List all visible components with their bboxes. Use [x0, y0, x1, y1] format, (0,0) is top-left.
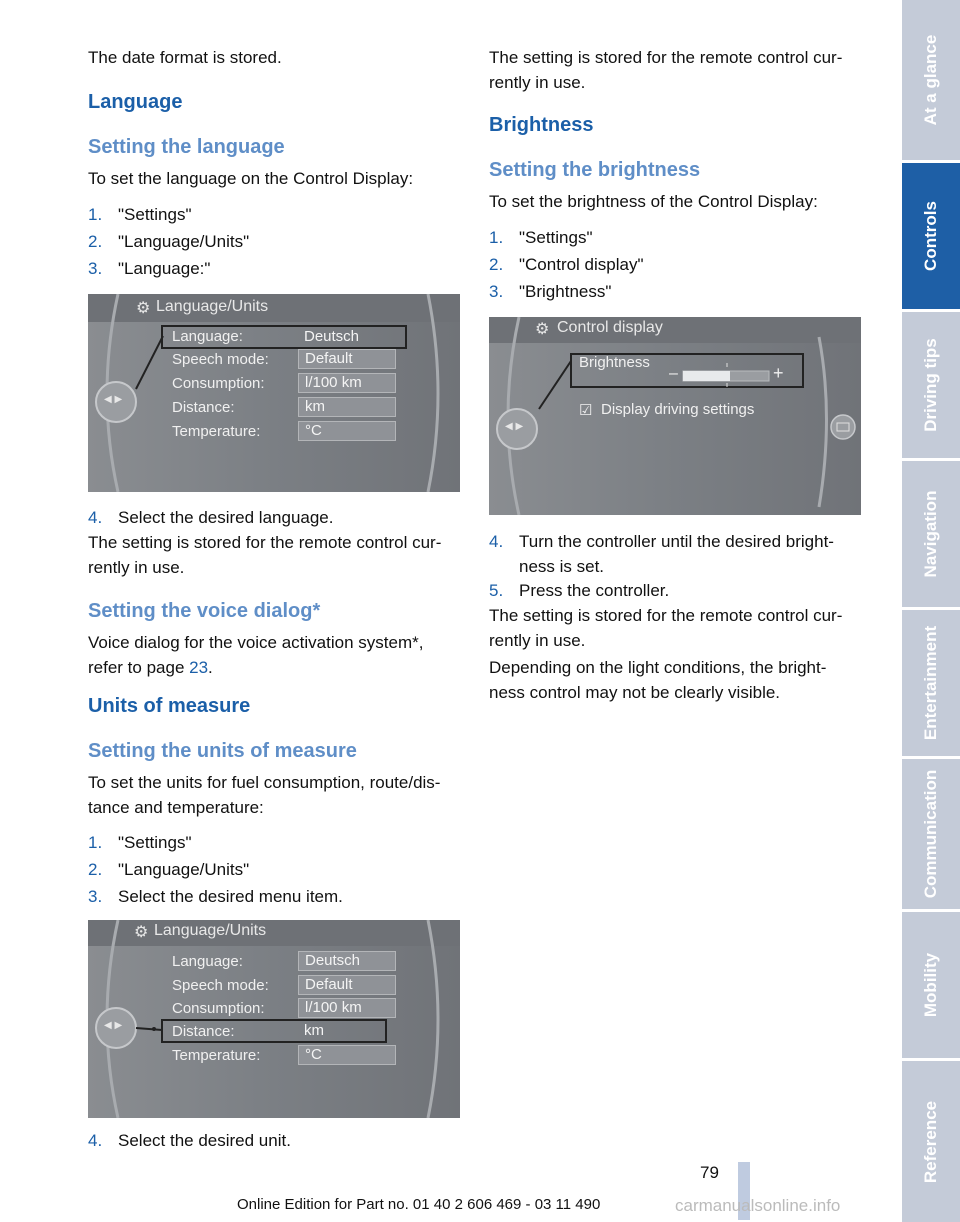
tab-communication[interactable]: Communication — [902, 759, 960, 909]
voice-dialog-heading: Setting the voice dialog* — [88, 600, 321, 622]
setting-language-text: To set the language on the Control Display: — [88, 169, 414, 188]
tab-navigation[interactable]: Navigation — [902, 461, 960, 607]
settings-icon: ⚙ — [136, 300, 151, 317]
stored-text: The setting is stored for the remote control cur-rently in use. — [489, 48, 843, 92]
edition-text: Online Edition for Part no. 01 40 2 606 469 - 03 11 490 — [237, 1196, 601, 1213]
settings-row: Speech mode: — [172, 977, 269, 994]
screen-title: Language/Units — [154, 922, 267, 939]
settings-row: Speech mode: — [172, 351, 269, 368]
controller-arrows-icon: ◀ ▶ — [505, 421, 524, 432]
brightness-heading: Brightness — [489, 114, 594, 136]
settings-row: Consumption: — [172, 375, 265, 392]
controller-arrows-icon: ◀ ▶ — [104, 394, 123, 405]
settings-icon: ⚙ — [535, 321, 550, 338]
brightness-minus: – — [669, 365, 678, 382]
settings-value: l/100 km — [298, 373, 396, 393]
tab-entertainment[interactable]: Entertainment — [902, 610, 960, 756]
settings-value: km — [298, 397, 396, 417]
chapter-tabs — [902, 0, 960, 1222]
settings-value: Deutsch — [298, 951, 396, 971]
settings-row: Distance: — [172, 399, 235, 416]
brightness-label: Brightness — [579, 354, 650, 371]
page-reference-link[interactable]: 23 — [189, 658, 209, 677]
settings-icon: ⚙ — [134, 924, 149, 941]
tab-mobility[interactable]: Mobility — [902, 912, 960, 1058]
setting-brightness-heading: Setting the brightness — [489, 159, 701, 181]
tab-at-a-glance[interactable]: At a glance — [902, 0, 960, 160]
settings-row: Distance: — [172, 1023, 235, 1040]
tab-driving-tips[interactable]: Driving tips — [902, 312, 960, 458]
settings-row: Language: — [172, 328, 243, 345]
watermark: carmanualsonline.info — [675, 1196, 841, 1215]
screen-title: Language/Units — [156, 298, 269, 315]
settings-value: °C — [298, 421, 396, 441]
setting-units-text: To set the units for fuel consumption, route/dis-tance and temperature: — [88, 773, 441, 817]
settings-row: Temperature: — [172, 423, 261, 440]
checkbox-icon: ☑ — [579, 402, 593, 419]
language-units-screenshot — [88, 294, 460, 492]
units-heading: Units of measure — [88, 695, 251, 717]
setting-units-heading: Setting the units of measure — [88, 740, 357, 762]
controller-arrows-icon: ◀ ▶ — [104, 1020, 123, 1031]
settings-value: km — [304, 1022, 324, 1039]
list-item: 4. Turn the controller until the desired bright-ness is set. — [489, 532, 834, 576]
control-display-screenshot — [489, 317, 861, 515]
driving-settings-label: Display driving settings — [601, 401, 755, 418]
tab-reference[interactable]: Reference — [902, 1061, 960, 1222]
tab-controls[interactable]: Controls — [902, 163, 960, 309]
settings-value: l/100 km — [298, 998, 396, 1018]
language-heading: Language — [88, 91, 183, 113]
settings-row: Consumption: — [172, 1000, 265, 1017]
settings-row: Language: — [172, 953, 243, 970]
language-stored-text: The setting is stored for the remote control cur-rently in use. — [88, 533, 442, 577]
date-format-text: The date format is stored. — [88, 48, 282, 67]
settings-value: Default — [298, 349, 396, 369]
brightness-visibility-text: Depending on the light conditions, the bright-ness control may not be clearly visible. — [489, 658, 827, 702]
settings-row: Temperature: — [172, 1047, 261, 1064]
brightness-stored-text: The setting is stored for the remote control cur-rently in use. — [489, 606, 843, 650]
voice-dialog-text: Voice dialog for the voice activation system*, refer to page 23. — [88, 633, 424, 677]
screen-title: Control display — [557, 319, 663, 336]
settings-value: Deutsch — [304, 328, 360, 345]
settings-value: °C — [298, 1045, 396, 1065]
setting-language-heading: Setting the language — [88, 136, 285, 158]
units-screenshot — [88, 920, 460, 1118]
brightness-plus: + — [773, 363, 784, 383]
settings-value: Default — [298, 975, 396, 995]
setting-brightness-text: To set the brightness of the Control Display: — [489, 192, 818, 211]
page-number: 79 — [700, 1163, 719, 1182]
